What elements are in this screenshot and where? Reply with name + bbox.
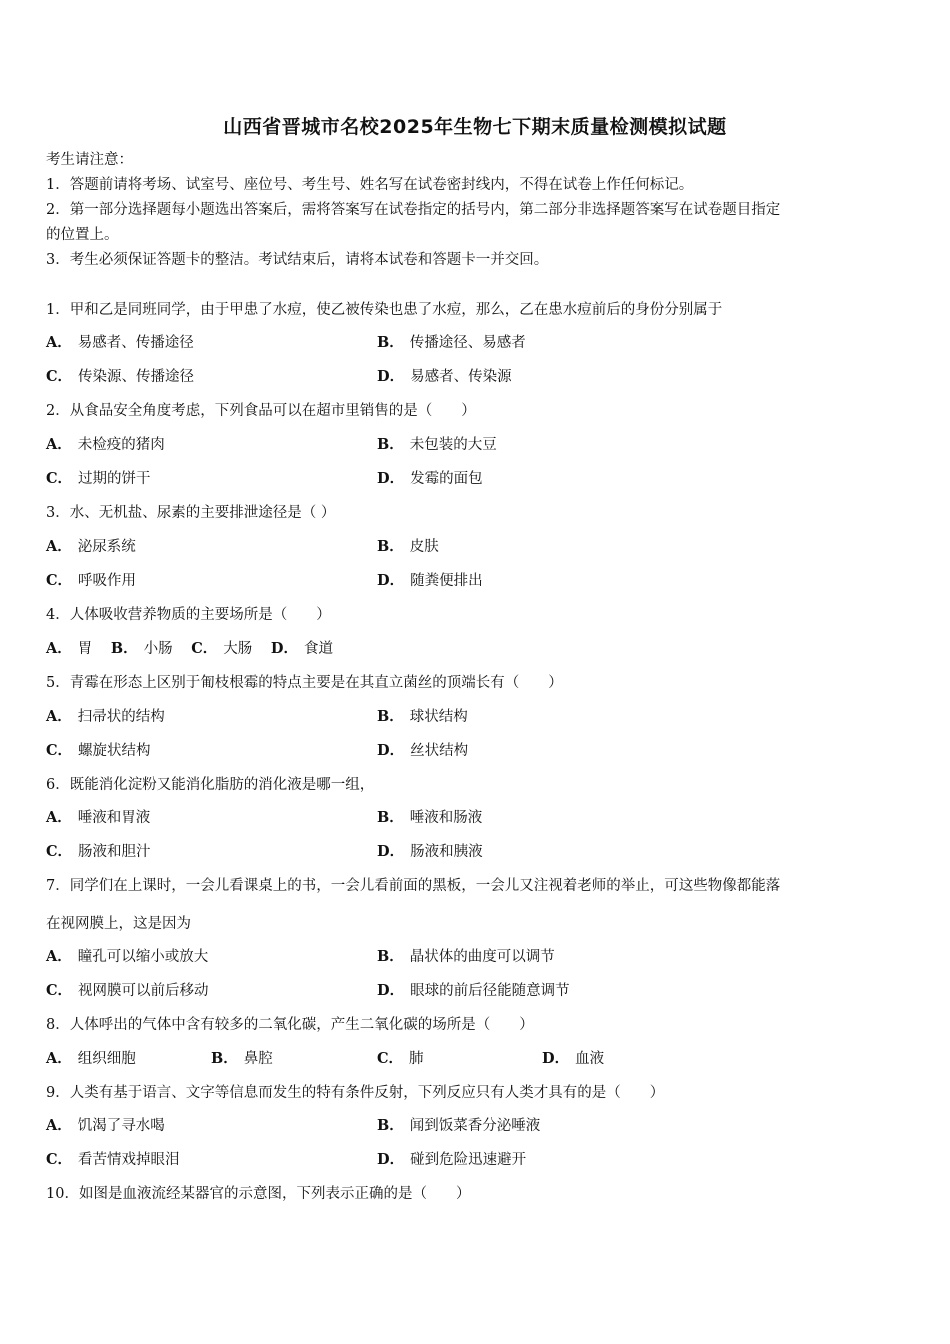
option-a[interactable]: A． 未检疫的猪肉 xyxy=(46,436,165,453)
question-stem: 3．水、无机盐、尿素的主要排泄途径是（ ） xyxy=(46,505,336,521)
option-c[interactable]: C． 肺 xyxy=(377,1050,424,1067)
option-c[interactable]: C． 传染源、传播途径 xyxy=(46,368,195,385)
option-a[interactable]: A． 易感者、传播途径 xyxy=(46,334,194,351)
option-a[interactable]: A． 泌尿系统 xyxy=(46,538,136,555)
option-d[interactable]: D． 食道 xyxy=(270,640,333,657)
option-c[interactable]: C． 看苦情戏掉眼泪 xyxy=(46,1151,180,1168)
option-c[interactable]: C． 过期的饼干 xyxy=(46,470,151,487)
option-c[interactable]: C． 视网膜可以前后移动 xyxy=(46,982,209,999)
option-a[interactable]: A． 组织细胞 xyxy=(46,1050,136,1067)
question-stem: 7．同学们在上课时，一会儿看课桌上的书，一会儿看前面的黑板，一会儿又注视着老师的举止，可这些物像都能落 xyxy=(46,878,781,894)
question-stem: 9．人类有基于语言、文字等信息而发生的特有条件反射，下列反应只有人类才具有的是（ ） xyxy=(46,1085,665,1101)
option-b[interactable]: B． 小肠 xyxy=(110,640,173,657)
question-stem-cont: 在视网膜上，这是因为 xyxy=(46,916,191,932)
notice-heading: 考生请注意： xyxy=(46,152,133,168)
option-c[interactable]: C． 螺旋状结构 xyxy=(46,742,151,759)
option-b[interactable]: B． 鼻腔 xyxy=(211,1050,273,1067)
option-b[interactable]: B． 晶状体的曲度可以调节 xyxy=(377,948,555,965)
question-stem: 4．人体吸收营养物质的主要场所是（ ） xyxy=(46,607,331,623)
notice-item: 1．答题前请将考场、试室号、座位号、考生号、姓名写在试卷密封线内，不得在试卷上作任何标记。 xyxy=(46,177,694,193)
notice-item: 2．第一部分选择题每小题选出答案后，需将答案写在试卷指定的括号内，第二部分非选择题答案写在试卷题目指定 xyxy=(46,202,781,218)
notice-item: 3．考生必须保证答题卡的整洁。考试结束后，请将本试卷和答题卡一并交回。 xyxy=(46,252,549,268)
option-a[interactable]: A． 瞳孔可以缩小或放大 xyxy=(46,948,209,965)
option-d[interactable]: D． 血液 xyxy=(542,1050,605,1067)
option-b[interactable]: B． 球状结构 xyxy=(377,708,468,725)
page-title: 山西省晋城市名校2025年生物七下期末质量检测模拟试题 xyxy=(223,116,727,138)
option-a[interactable]: A． 扫帚状的结构 xyxy=(46,708,165,725)
option-b[interactable]: B． 闻到饭菜香分泌唾液 xyxy=(377,1117,541,1134)
question-stem: 6．既能消化淀粉又能消化脂肪的消化液是哪一组， xyxy=(46,777,375,793)
question-stem: 2．从食品安全角度考虑，下列食品可以在超市里销售的是（ ） xyxy=(46,403,476,419)
option-a[interactable]: A． 唾液和胃液 xyxy=(46,809,151,826)
option-b[interactable]: B． 传播途径、易感者 xyxy=(377,334,526,351)
option-a[interactable]: A． 饥渴了寻水喝 xyxy=(46,1117,165,1134)
option-b[interactable]: B． 未包装的大豆 xyxy=(377,436,497,453)
question-stem: 5．青霉在形态上区别于匍枝根霉的特点主要是在其直立菌丝的顶端长有（ ） xyxy=(46,675,563,691)
option-d[interactable]: D． 随粪便排出 xyxy=(377,572,483,589)
option-b[interactable]: B． 唾液和肠液 xyxy=(377,809,483,826)
option-d[interactable]: D． 易感者、传染源 xyxy=(377,368,512,385)
question-stem: 1．甲和乙是同班同学，由于甲患了水痘，使乙被传染也患了水痘，那么，乙在患水痘前后的身份分别属于 xyxy=(46,302,723,318)
question-stem: 8．人体呼出的气体中含有较多的二氧化碳，产生二氧化碳的场所是（ ） xyxy=(46,1017,534,1033)
option-d[interactable]: D． 肠液和胰液 xyxy=(377,843,483,860)
option-a[interactable]: A． 胃 xyxy=(46,640,93,657)
option-d[interactable]: D． 碰到危险迅速避开 xyxy=(377,1151,527,1168)
option-b[interactable]: B． 皮肤 xyxy=(377,538,439,555)
option-d[interactable]: D． 丝状结构 xyxy=(377,742,469,759)
option-c[interactable]: C． 肠液和胆汁 xyxy=(46,843,151,860)
options-inline xyxy=(46,639,347,659)
option-c[interactable]: C． 大肠 xyxy=(191,640,253,657)
option-d[interactable]: D． 发霉的面包 xyxy=(377,470,483,487)
option-d[interactable]: D． 眼球的前后径能随意调节 xyxy=(377,982,570,999)
option-c[interactable]: C． 呼吸作用 xyxy=(46,572,137,589)
notice-item: 的位置上。 xyxy=(46,227,119,243)
question-stem: 10．如图是血液流经某器官的示意图，下列表示正确的是（ ） xyxy=(46,1186,471,1202)
